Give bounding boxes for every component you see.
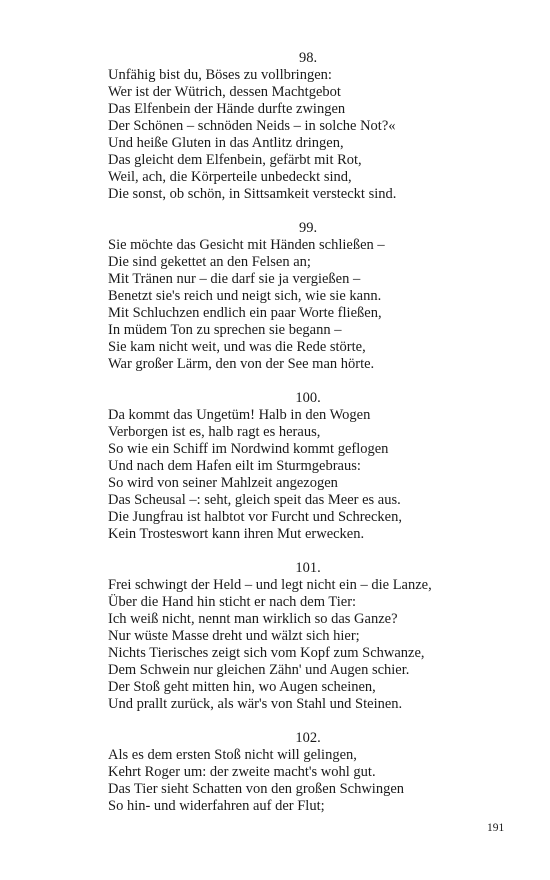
verse-line: Über die Hand hin sticht er nach dem Tier: <box>108 594 357 610</box>
verse-line: Die sind gekettet an den Felsen an; <box>108 254 311 270</box>
verse-line: Die Jungfrau ist halbtot vor Furcht und Schrecken, <box>108 509 402 525</box>
verse-line: Verborgen ist es, halb ragt es heraus, <box>108 424 321 440</box>
verse-line: Und nach dem Hafen eilt im Sturmgebraus: <box>108 458 361 474</box>
verse-line: Mit Tränen nur – die darf sie ja vergießen – <box>108 271 361 287</box>
verse-line: Ich weiß nicht, nennt man wirklich so das Ganze? <box>108 611 398 627</box>
verse-line: Das Tier sieht Schatten von den großen Schwingen <box>108 781 405 797</box>
verse-line: So hin- und widerfahren auf der Flut; <box>108 798 325 814</box>
verse-line: Das Scheusal –: seht, gleich speit das Meer es aus. <box>108 492 401 508</box>
verse-line: In müdem Ton zu sprechen sie begann – <box>108 322 342 338</box>
poem-text <box>108 50 508 832</box>
verse-line: Kein Trosteswort kann ihren Mut erwecken. <box>108 526 365 542</box>
verse-line: Kehrt Roger um: der zweite macht's wohl gut. <box>108 764 376 780</box>
verse-line: Als es dem ersten Stoß nicht will gelingen, <box>108 747 357 763</box>
verse-line: Weil, ach, die Körperteile unbedeckt sind, <box>108 169 352 185</box>
verse-line: Der Stoß geht mitten hin, wo Augen scheinen, <box>108 679 376 695</box>
verse-line: Benetzt sie's reich und neigt sich, wie sie kann. <box>108 288 382 304</box>
verse-line: Nur wüste Masse dreht und wälzt sich hier; <box>108 628 360 644</box>
verse-line: Das gleicht dem Elfenbein, gefärbt mit Rot, <box>108 152 362 168</box>
verse-line: Da kommt das Ungetüm! Halb in den Wogen <box>108 407 371 423</box>
stanza-101 <box>108 560 508 713</box>
stanza-98 <box>108 50 508 203</box>
stanza-number: 99. <box>298 220 318 236</box>
verse-line: Und prallt zurück, als wär's von Stahl und Steinen. <box>108 696 403 712</box>
verse-line: Der Schönen – schnöden Neids – in solche Not?« <box>108 118 396 134</box>
verse-line: Mit Schluchzen endlich ein paar Worte fließen, <box>108 305 382 321</box>
stanza-100 <box>108 390 508 543</box>
stanza-number: 102. <box>295 730 321 746</box>
verse-line: So wird von seiner Mahlzeit angezogen <box>108 475 338 491</box>
stanza-number: 100. <box>295 390 321 406</box>
verse-line: Dem Schwein nur gleichen Zähn' und Augen schier. <box>108 662 410 678</box>
stanza-102 <box>108 730 508 815</box>
verse-line: Nichts Tierisches zeigt sich vom Kopf zum Schwanze, <box>108 645 425 661</box>
verse-line: Die sonst, ob schön, in Sittsamkeit versteckt sind. <box>108 186 397 202</box>
stanza-number: 101. <box>295 560 321 576</box>
verse-line: Und heiße Gluten in das Antlitz dringen, <box>108 135 344 151</box>
verse-line: Sie kam nicht weit, und was die Rede störte, <box>108 339 366 355</box>
stanza-number: 98. <box>298 50 318 66</box>
verse-line: So wie ein Schiff im Nordwind kommt geflogen <box>108 441 389 457</box>
stanza-99 <box>108 220 508 373</box>
verse-line: Das Elfenbein der Hände durfte zwingen <box>108 101 346 117</box>
verse-line: Unfähig bist du, Böses zu vollbringen: <box>108 67 332 83</box>
verse-line: Frei schwingt der Held – und legt nicht ein – die Lanze, <box>108 577 432 593</box>
verse-line: War großer Lärm, den von der See man hörte. <box>108 356 375 372</box>
verse-line: Sie möchte das Gesicht mit Händen schließen – <box>108 237 385 253</box>
page-number: 191 <box>487 822 505 834</box>
verse-line: Wer ist der Wütrich, dessen Machtgebot <box>108 84 341 100</box>
